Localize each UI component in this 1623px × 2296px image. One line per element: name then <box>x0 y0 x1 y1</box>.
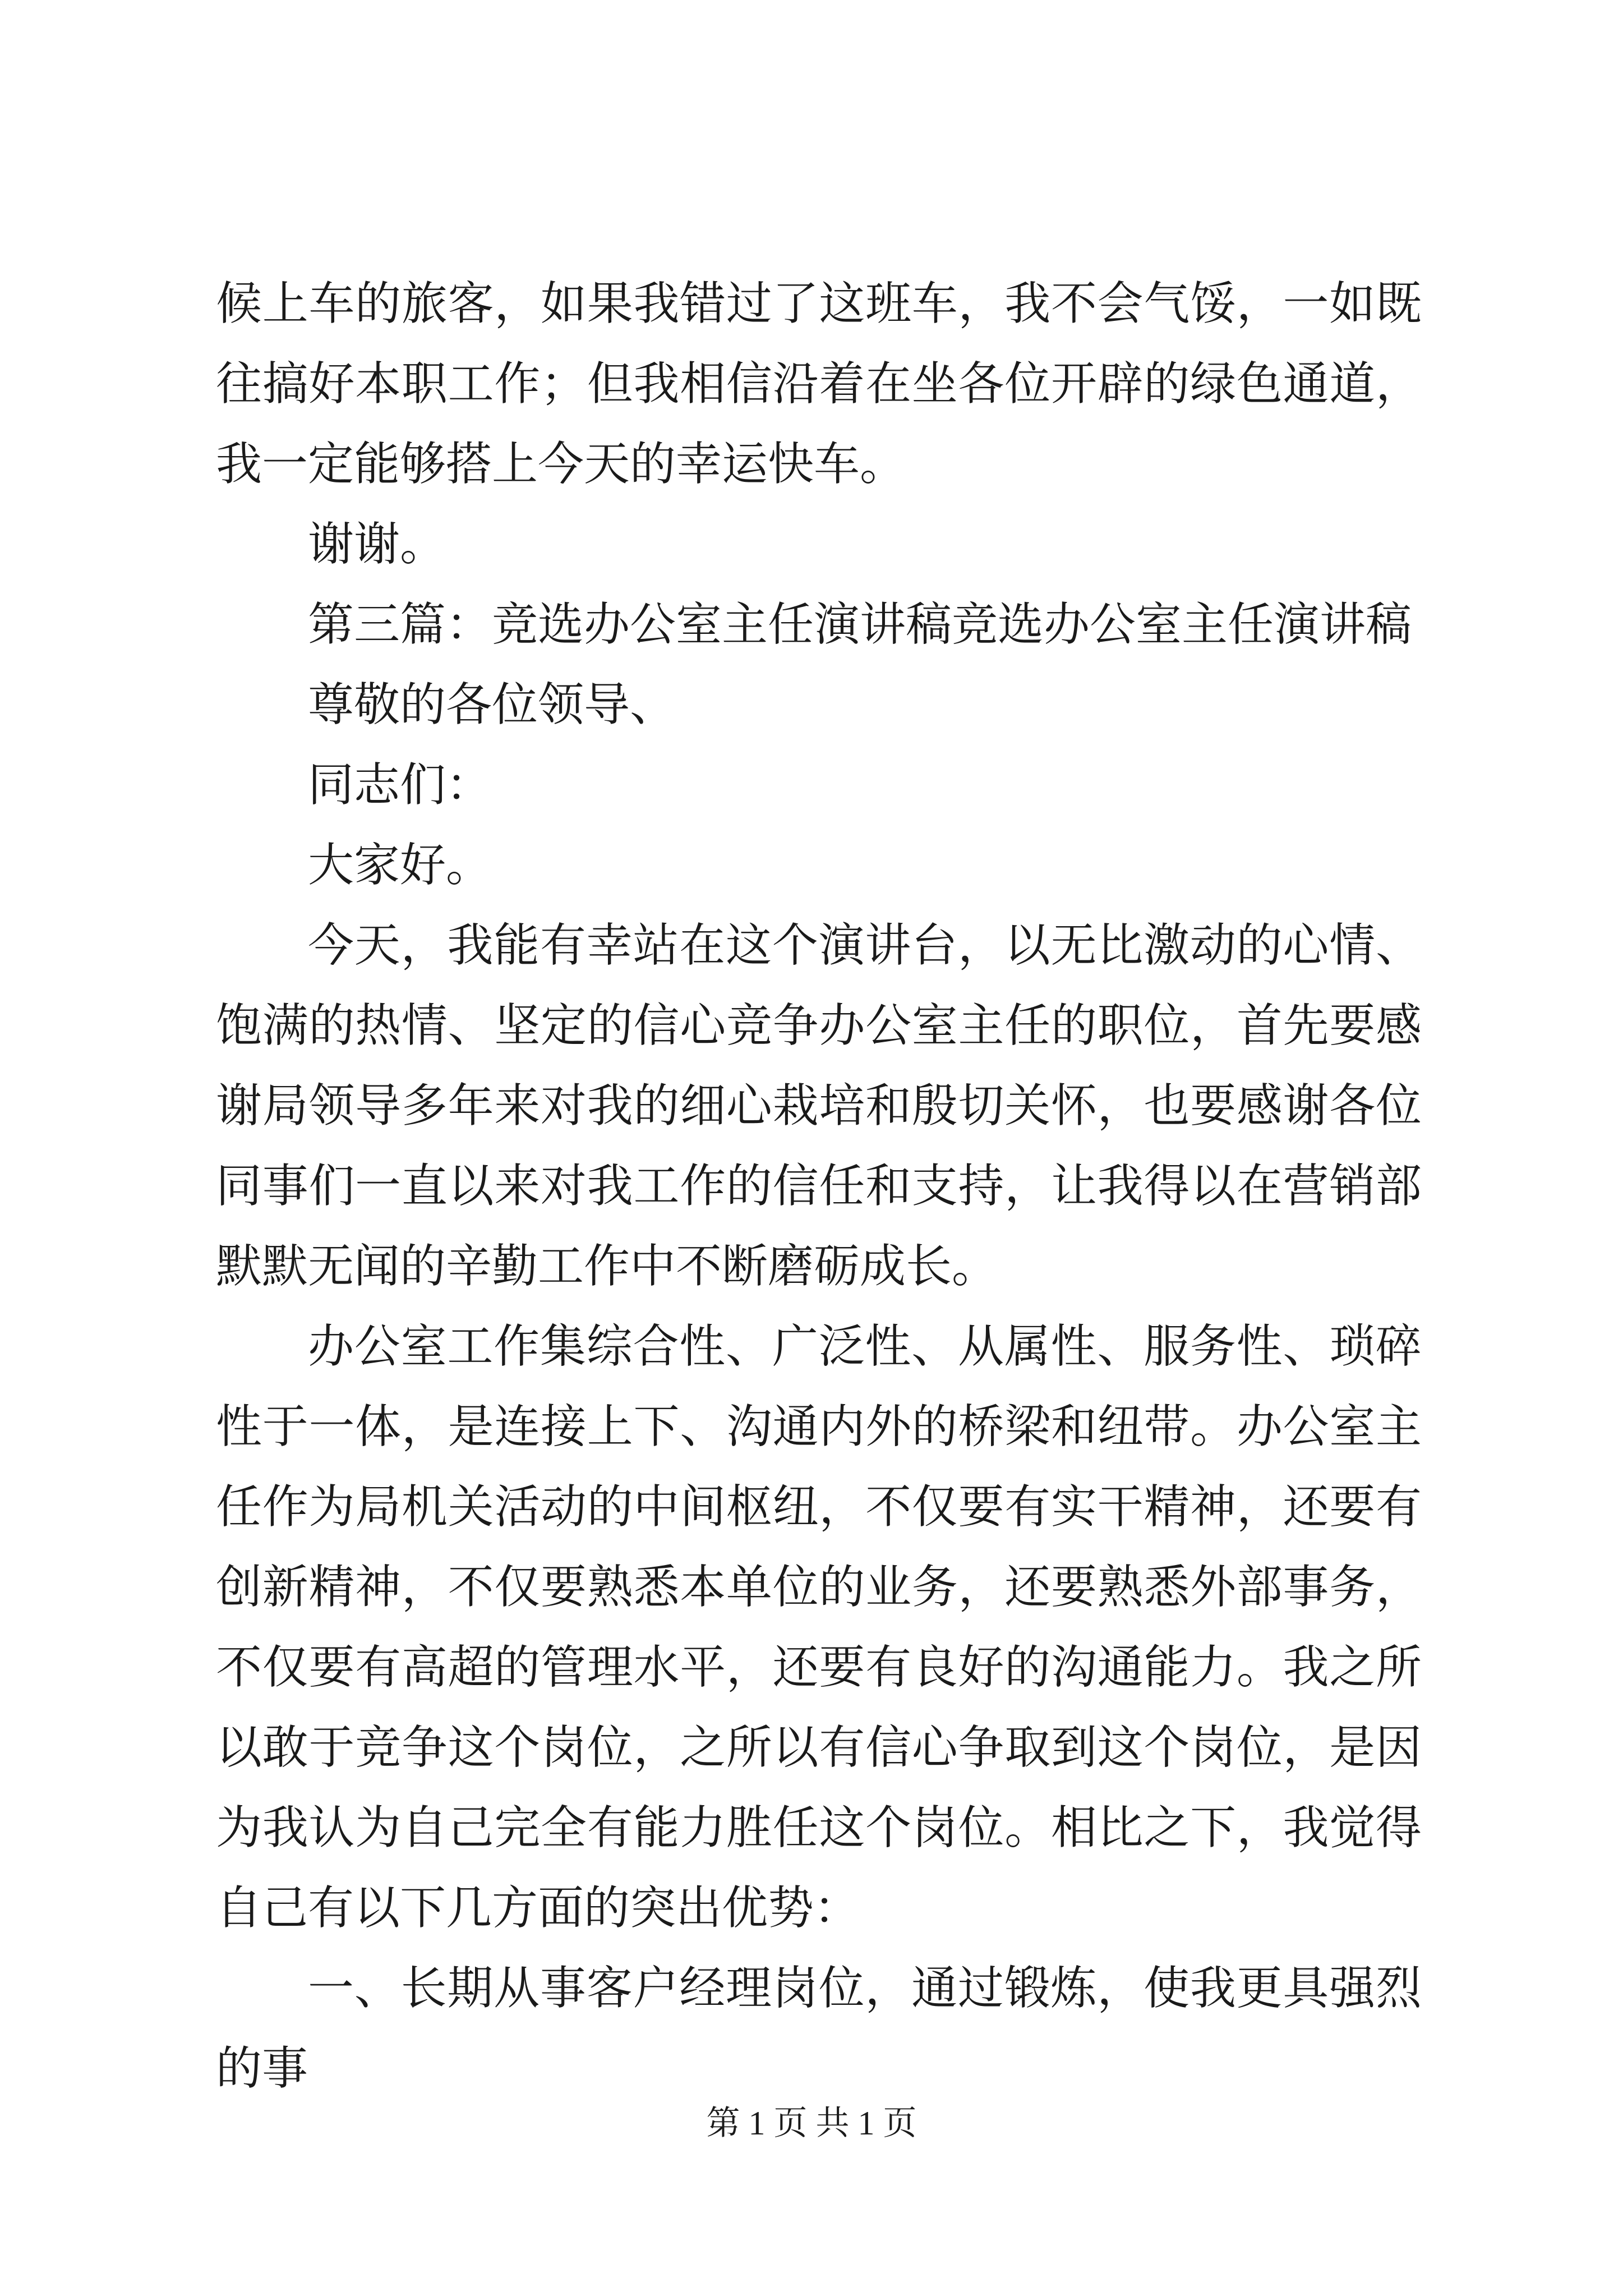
salutation: 同志们： <box>308 758 492 812</box>
salutation: 尊敬的各位领导、 <box>308 678 676 731</box>
paragraph: 办公室工作集综合性、广泛性、从属性、服务性、琐碎性于一体，是连接上下、沟通内外的桥梁和纽带。办公室主任作为局机关活动的中间枢纽，不仅要有实干精神，还要有创新精神，不仅要熟悉本单位的业务，还要熟悉外部事务，不仅要有高超的管理水平，还要有良好的沟通能力。我之所以敢于竞争这个岗位，之所以有信心争取到这个岗位，是因为我认为自己完全有能力胜任这个岗位。相比之下，我觉得自己有以下几方面的突出优势： <box>216 1320 1422 1935</box>
paragraph: 今天，我能有幸站在这个演讲台，以无比激动的心情、饱满的热情、坚定的信心竞争办公室主任的职位，首先要感谢局领导多年来对我的细心栽培和殷切关怀，也要感谢各位同事们一直以来对我工作的信任和支持，让我得以在营销部默默无闻的辛勤工作中不断磨砺成长。 <box>216 919 1422 1293</box>
paragraph: 谢谢。 <box>308 518 446 571</box>
page-footer: 第 1 页 共 1 页 <box>706 2105 917 2142</box>
paragraph: 一、长期从事客户经理岗位，通过锻炼，使我更具强烈的事 <box>216 1962 1422 2095</box>
document-body <box>216 264 1422 2109</box>
section-heading: 第三篇：竞选办公室主任演讲稿竞选办公室主任演讲稿 <box>308 598 1412 651</box>
greeting: 大家好。 <box>308 839 492 892</box>
paragraph: 候上车的旅客，如果我错过了这班车，我不会气馁，一如既往搞好本职工作；但我相信沿着在坐各位开辟的绿色通道，我一定能够搭上今天的幸运快车。 <box>216 277 1422 491</box>
